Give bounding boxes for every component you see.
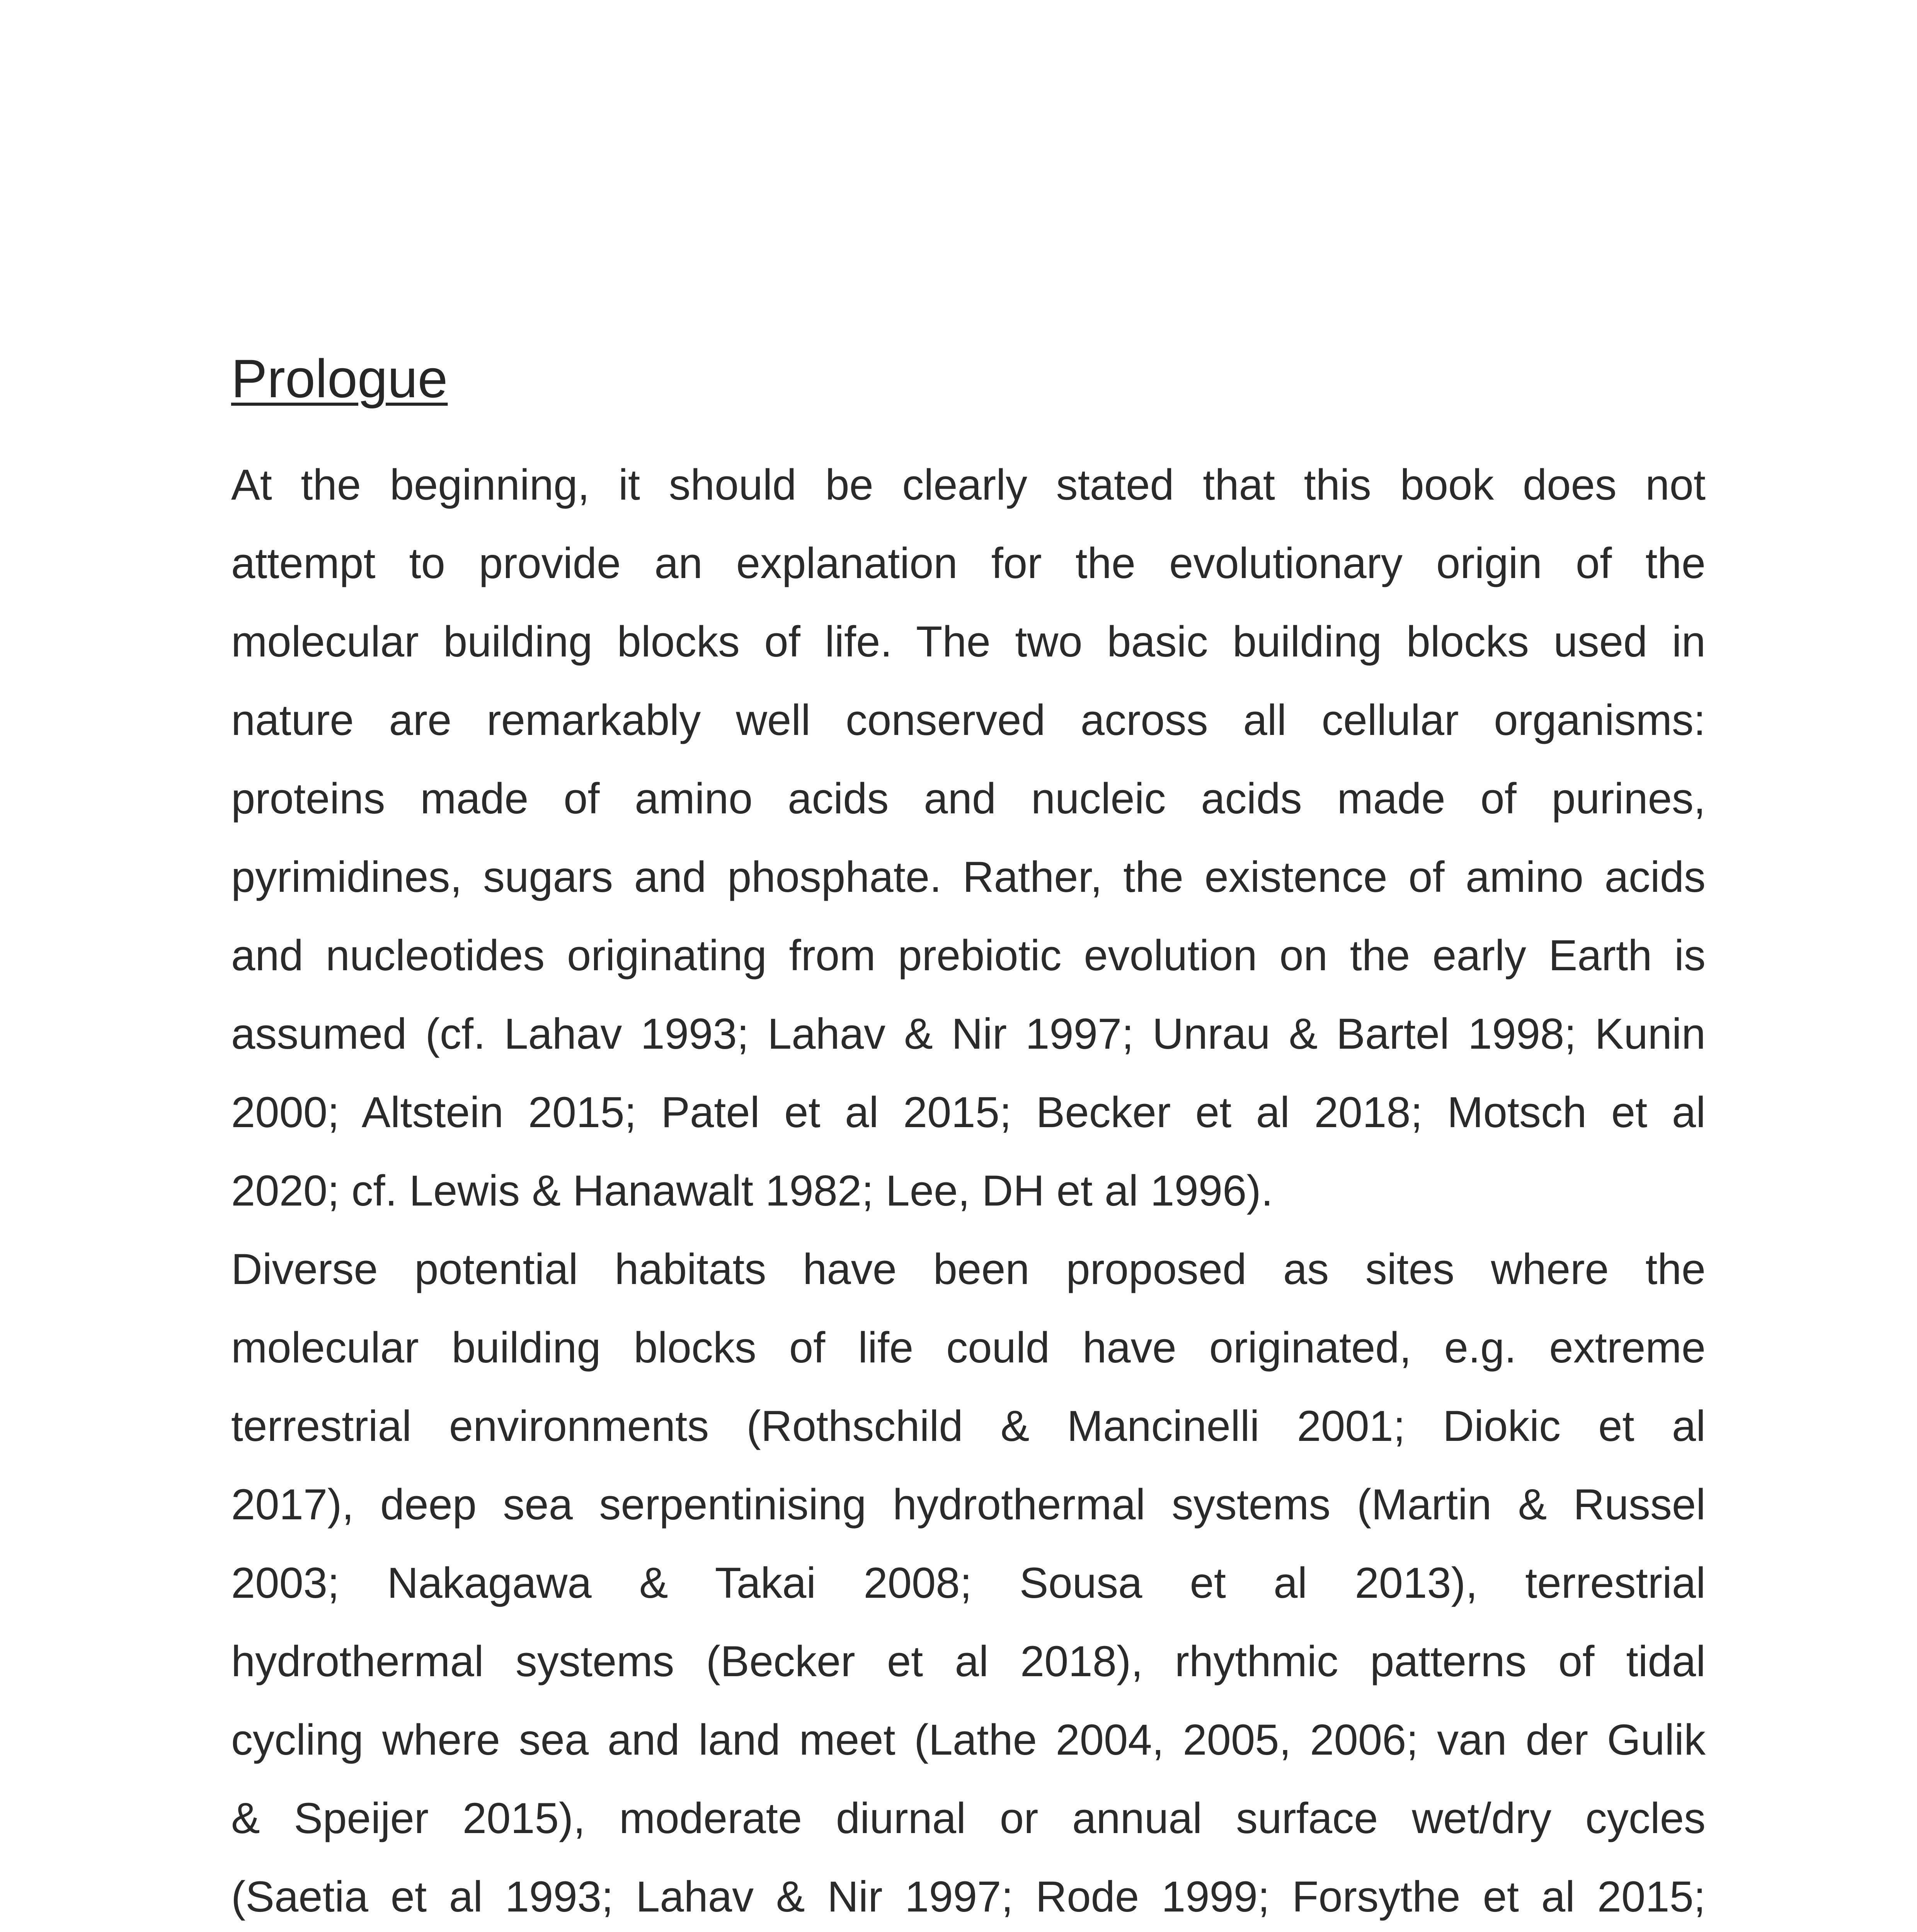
text-line: pyrimidines, sugars and phosphate. Rather, the existence of amino acids — [231, 853, 1706, 901]
text-line: (Saetia et al 1993; Lahav & Nir 1997; Rode 1999; Forsythe et al 2015; — [231, 1872, 1706, 1921]
text-line: 2003; Nakagawa & Takai 2008; Sousa et al 2013), terrestrial — [231, 1559, 1706, 1607]
body-text — [231, 446, 1706, 1932]
text-line: proteins made of amino acids and nucleic acids made of purines, — [231, 774, 1706, 823]
section-heading: Prologue — [231, 348, 448, 409]
text-line: and nucleotides originating from prebiotic evolution on the early Earth is — [231, 931, 1706, 980]
text-line: molecular building blocks of life could have originated, e.g. extreme — [231, 1323, 1706, 1372]
text-line: & Speijer 2015), moderate diurnal or annual surface wet/dry cycles — [231, 1794, 1706, 1842]
text-line: 2017), deep sea serpentinising hydrothermal systems (Martin & Russel — [231, 1480, 1706, 1529]
text-line: At the beginning, it should be clearly stated that this book does not — [231, 461, 1706, 509]
text-line: hydrothermal systems (Becker et al 2018), rhythmic patterns of tidal — [231, 1637, 1706, 1685]
paragraph-end-line: 2020; cf. Lewis & Hanawalt 1982; Lee, DH et al 1996). — [231, 1167, 1273, 1215]
text-line: assumed (cf. Lahav 1993; Lahav & Nir 1997; Unrau & Bartel 1998; Kunin — [231, 1010, 1706, 1058]
text-line: terrestrial environments (Rothschild & Mancinelli 2001; Diokic et al — [231, 1402, 1706, 1450]
text-line: cycling where sea and land meet (Lathe 2004, 2005, 2006; van der Gulik — [231, 1716, 1706, 1764]
text-line: attempt to provide an explanation for the evolutionary origin of the — [231, 539, 1706, 587]
text-line: molecular building blocks of life. The two basic building blocks used in — [231, 617, 1706, 666]
text-line: Diverse potential habitats have been proposed as sites where the — [231, 1245, 1706, 1293]
text-line: nature are remarkably well conserved across all cellular organisms: — [231, 696, 1706, 744]
text-line: 2000; Altstein 2015; Patel et al 2015; Becker et al 2018; Motsch et al — [231, 1088, 1706, 1136]
